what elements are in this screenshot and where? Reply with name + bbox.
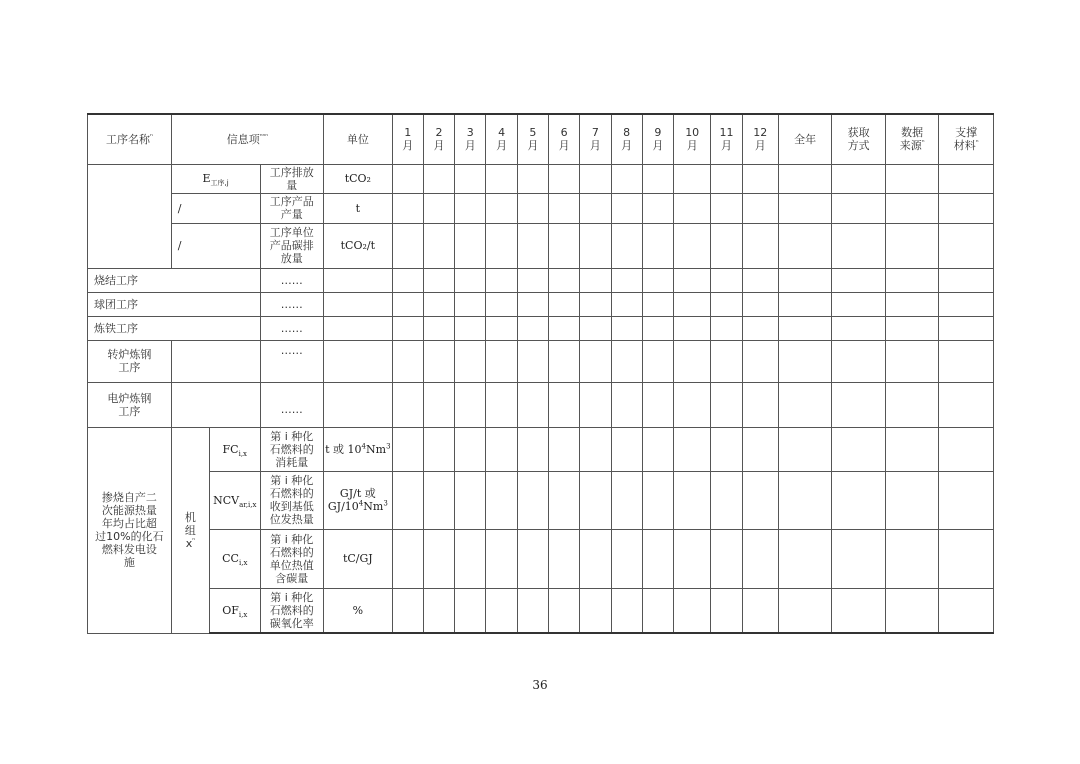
acquisition-method-header: 获取 方式: [832, 114, 885, 164]
info-item-header: 信息项$^{^{nnn}}$: [171, 114, 323, 164]
month-header: 9 月: [642, 114, 673, 164]
item-description: 第 i 种化 石燃料的 单位热值 含碳量: [260, 529, 324, 588]
table-row: [88, 382, 994, 427]
process-name-cell: 炼铁工序: [88, 316, 261, 340]
unit-cell: tCO₂: [324, 164, 393, 193]
data-source-header: 数据 来源$^{^n}$: [885, 114, 938, 164]
symbol-cell: $E_{工序,j}$: [171, 164, 260, 193]
process-name-cell: 球团工序: [88, 292, 261, 316]
table-row: [88, 340, 994, 382]
month-header: 3 月: [455, 114, 486, 164]
symbol-cell: $FC_{i,x}$: [210, 427, 260, 471]
unit-cell: t: [324, 193, 393, 223]
unit-header: 单位: [324, 114, 393, 164]
symbol-cell: /: [171, 223, 260, 268]
month-header: 11 月: [711, 114, 742, 164]
month-header: 12 月: [742, 114, 778, 164]
unit-cell: tCO₂/t: [324, 223, 393, 268]
item-description: 第 i 种化 石燃料的 碳氧化率: [260, 588, 324, 633]
unit-cell: %: [324, 588, 393, 633]
unit-x-cell: 机 组 $x^{^n}$: [171, 427, 209, 633]
ellipsis-cell: ……: [260, 268, 324, 292]
table-row: [88, 471, 994, 529]
symbol-cell: $NCV_{ar,i,x}$: [210, 471, 260, 529]
item-description: 工序单位 产品碳排 放量: [260, 223, 324, 268]
symbol-cell: $CC_{i,x}$: [210, 529, 260, 588]
item-description: 工序排放 量: [260, 164, 324, 193]
supporting-material-header: 支撑 材料$^{^n}$: [939, 114, 994, 164]
ellipsis-cell: ……: [260, 292, 324, 316]
ellipsis-cell: ……: [260, 316, 324, 340]
month-header: 7 月: [580, 114, 611, 164]
item-description: 第 i 种化 石燃料的 消耗量: [260, 427, 324, 471]
ellipsis-cell: ……: [260, 382, 324, 427]
month-header: 6 月: [548, 114, 579, 164]
table-row: [88, 164, 994, 193]
ellipsis-cell: ……: [260, 340, 324, 382]
table-header-row: [88, 114, 994, 164]
table-row: [88, 223, 994, 268]
month-header: 10 月: [674, 114, 711, 164]
table-row: [88, 529, 994, 588]
item-description: 第 i 种化 石燃料的 收到基低 位发热量: [260, 471, 324, 529]
table-row: [88, 427, 994, 471]
table-row: [88, 268, 994, 292]
table-row: [88, 588, 994, 633]
item-description: 工序产品 产量: [260, 193, 324, 223]
process-name-cell: 烧结工序: [88, 268, 261, 292]
unit-cell: t 或 $10^4Nm^3$: [324, 427, 393, 471]
month-header: 8 月: [611, 114, 642, 164]
process-name-cell: [88, 164, 172, 268]
table-row: [88, 292, 994, 316]
unit-cell: tC/GJ: [324, 529, 393, 588]
month-header: 4 月: [486, 114, 517, 164]
emission-data-table: [87, 113, 994, 634]
process-name-cell: 转炉炼钢 工序: [88, 340, 172, 382]
month-header: 5 月: [517, 114, 548, 164]
process-name-header: 工序名称$^{^n}$: [88, 114, 172, 164]
table-row: [88, 193, 994, 223]
page-number: 36: [532, 678, 548, 692]
symbol-cell: /: [171, 193, 260, 223]
facility-name-cell: 掺烧自产二 次能源热量 年均占比超 过10%的化石 燃料发电设 施: [88, 427, 172, 633]
full-year-header: 全年: [778, 114, 831, 164]
month-header: 1 月: [392, 114, 423, 164]
symbol-cell: $OF_{i,x}$: [210, 588, 260, 633]
unit-cell: GJ/t 或 $GJ/10^4Nm^3$: [324, 471, 393, 529]
process-name-cell: 电炉炼钢 工序: [88, 382, 172, 427]
month-header: 2 月: [423, 114, 454, 164]
table-row: [88, 316, 994, 340]
